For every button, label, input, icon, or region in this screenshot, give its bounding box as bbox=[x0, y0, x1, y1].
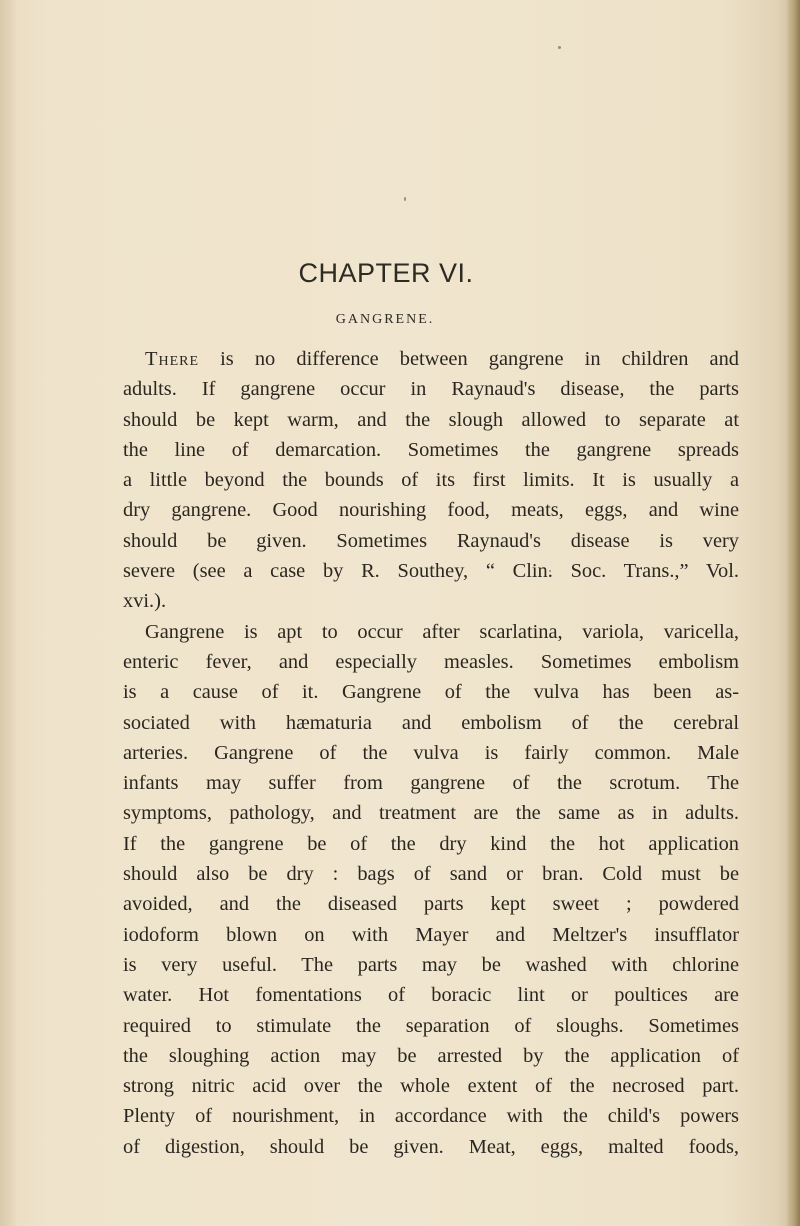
text-line: avoided, and the diseased parts kept sweet ; powdered bbox=[123, 893, 739, 916]
text-line: symptoms, pathology, and treatment are the same as in adults. bbox=[123, 802, 739, 825]
lead-word: There bbox=[145, 348, 200, 370]
body-text bbox=[123, 344, 739, 1162]
text-line: dry gangrene. Good nourishing food, meats, eggs, and wine bbox=[123, 499, 739, 522]
text-line: There is no difference between gangrene in children and bbox=[145, 348, 739, 370]
text-line: should also be dry : bags of sand or bran. Cold must be bbox=[123, 863, 739, 886]
text-line: adults. If gangrene occur in Raynaud's disease, the parts bbox=[123, 378, 739, 401]
text-line: arteries. Gangrene of the vulva is fairly common. Male bbox=[123, 741, 739, 764]
text-line: should be kept warm, and the slough allowed to separate at bbox=[123, 408, 739, 431]
text-line: severe (see a case by R. Southey, “ Clin. Soc. Trans.,” Vol. bbox=[123, 560, 739, 583]
text-line: Gangrene is apt to occur after scarlatina, variola, varicella, bbox=[145, 620, 739, 643]
section-title: GANGRENE. bbox=[335, 312, 435, 327]
paper-fleck bbox=[558, 46, 561, 49]
paper-fleck bbox=[404, 197, 406, 201]
text-line: a little beyond the bounds of its first limits. It is usually a bbox=[123, 469, 739, 492]
page-edge-shadow bbox=[786, 0, 800, 1226]
text-line: is very useful. The parts may be washed with chlorine bbox=[123, 953, 739, 976]
text-line: iodoform blown on with Mayer and Meltzer's insufflator bbox=[123, 923, 739, 946]
text-line: infants may suffer from gangrene of the scrotum. The bbox=[123, 772, 739, 795]
text-line: the sloughing action may be arrested by the application of bbox=[123, 1044, 739, 1067]
text-line: Plenty of nourishment, in accordance with the child's powers bbox=[123, 1105, 739, 1128]
text-line: xvi.). bbox=[123, 590, 167, 613]
text-line: strong nitric acid over the whole extent of the necrosed part. bbox=[123, 1075, 739, 1098]
text-line: water. Hot fomentations of boracic lint or poultices are bbox=[123, 984, 739, 1007]
text-line: the line of demarcation. Sometimes the gangrene spreads bbox=[123, 438, 739, 461]
text-line: is a cause of it. Gangrene of the vulva has been as- bbox=[123, 681, 739, 704]
text-line: of digestion, should be given. Meat, eggs, malted foods, bbox=[123, 1135, 739, 1158]
page-gutter-shadow bbox=[0, 0, 18, 1226]
text-line: should be given. Sometimes Raynaud's disease is very bbox=[123, 529, 739, 552]
chapter-title: CHAPTER VI. bbox=[298, 258, 474, 288]
text-line: required to stimulate the separation of sloughs. Sometimes bbox=[123, 1014, 739, 1037]
text-line: enteric fever, and especially measles. Sometimes embolism bbox=[123, 650, 739, 673]
text-line: sociated with hæmaturia and embolism of the cerebral bbox=[123, 711, 739, 734]
text-line: If the gangrene be of the dry kind the hot application bbox=[123, 832, 739, 855]
